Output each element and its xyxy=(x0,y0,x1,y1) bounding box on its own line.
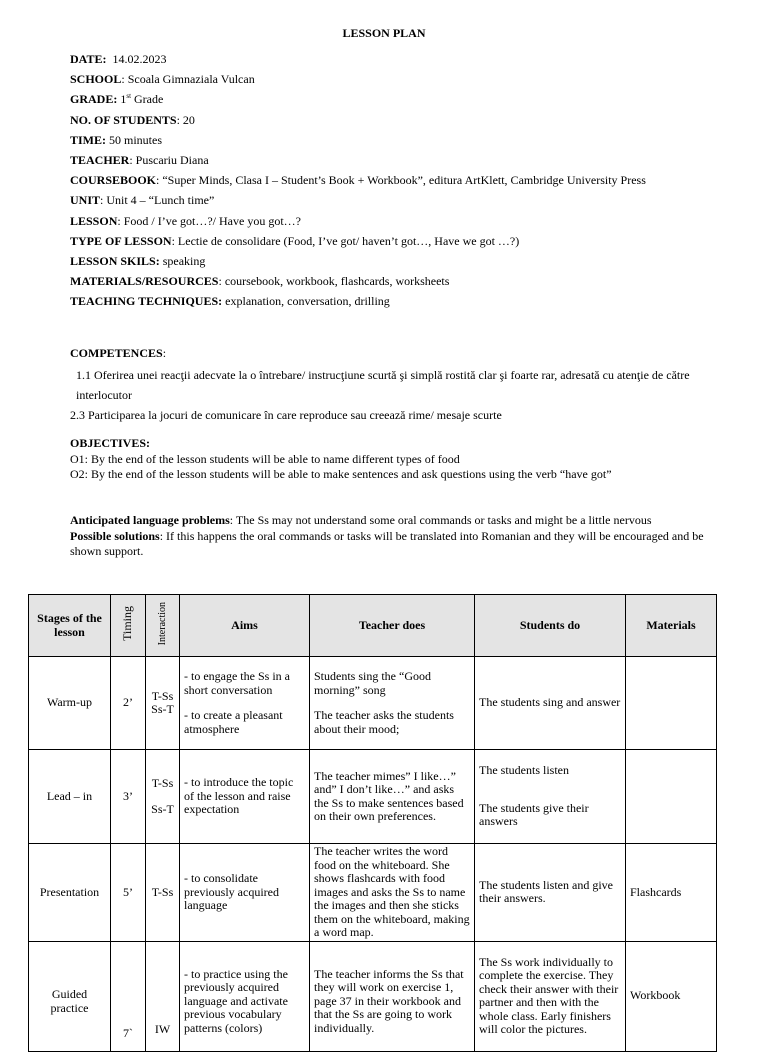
objectives-section xyxy=(70,436,710,483)
aims-cell: - to introduce the topic of the lesson and raise expectation xyxy=(180,750,310,844)
header-timing: Timing xyxy=(111,595,146,657)
teacher-cell: The teacher informs the Ss that they will work on exercise 1, page 37 in their workbook and that the Ss are going to work individually. xyxy=(310,941,475,1051)
materials-cell xyxy=(626,657,717,750)
teacher-cell: Students sing the “Good morning” song The teacher asks the students about their mood; xyxy=(310,657,475,750)
teacher-cell: The teacher writes the word food on the whiteboard. She shows flashcards with food images and asks the Ss to name the images and then she sticks them on the whiteboard, making a word map. xyxy=(310,844,475,942)
teacher-cell: The teacher mimes” I like…” and” I don’t like…” and asks the Ss to make sentences based on their own preferences. xyxy=(310,750,475,844)
interaction-cell: IW xyxy=(146,941,180,1051)
table-header-row xyxy=(29,595,717,657)
header-stages: Stages of the lesson xyxy=(29,595,111,657)
interaction-cell: T-Ss xyxy=(146,844,180,942)
possible-solutions: Possible solutions: If this happens the oral commands or tasks will be translated into Romanian and they will be encouraged and be shown support. xyxy=(70,528,704,558)
materials-cell: Workbook xyxy=(626,941,717,1051)
meta-type: TYPE OF LESSON: Lectie de consolidare (Food, I’ve got/ haven’t got…, Have we got …?) xyxy=(70,233,520,248)
header-materials: Materials xyxy=(626,595,717,657)
timing-cell: 5’ xyxy=(111,844,146,942)
meta-time: TIME: 50 minutes xyxy=(70,132,162,147)
students-cell: The students sing and answer xyxy=(475,657,626,750)
meta-grade: GRADE: 1st Grade xyxy=(70,92,164,107)
header-students: Students do xyxy=(475,595,626,657)
meta-lesson: LESSON: Food / I’ve got…?/ Have you got…? xyxy=(70,213,301,228)
meta-skills: LESSON SKILS: speaking xyxy=(70,253,206,268)
problems-section xyxy=(70,513,710,560)
competences-heading: COMPETENCES: xyxy=(70,346,167,360)
meta-materials: MATERIALS/RESOURCES: coursebook, workbook, flashcards, worksheets xyxy=(70,274,450,289)
header-teacher: Teacher does xyxy=(310,595,475,657)
meta-techniques: TEACHING TECHNIQUES: explanation, conversation, drilling xyxy=(70,294,390,309)
meta-unit: UNIT: Unit 4 – “Lunch time” xyxy=(70,193,215,208)
stage-cell: Warm-up xyxy=(29,657,111,750)
students-cell: The students listen The students give their answers xyxy=(475,750,626,844)
aims-cell: - to engage the Ss in a short conversation - to create a pleasant atmosphere xyxy=(180,657,310,750)
meta-date: DATE: 14.02.2023 xyxy=(70,52,167,66)
competence-2: 2.3 Participarea la jocuri de comunicare în care reproduce sau creează rime/ mesaje scurte xyxy=(70,408,502,422)
meta-teacher: TEACHER: Puscariu Diana xyxy=(70,152,209,167)
competences-section xyxy=(70,346,710,425)
lesson-stages-table xyxy=(28,594,717,1052)
students-cell: The Ss work individually to complete the exercise. They check their answer with their partner and then with the whole class. Early finishers will color the pictures. xyxy=(475,941,626,1051)
students-cell: The students listen and give their answers. xyxy=(475,844,626,942)
timing-cell: 2’ xyxy=(111,657,146,750)
stage-cell: Guided practice xyxy=(29,941,111,1051)
aims-cell: - to consolidate previously acquired language xyxy=(180,844,310,942)
meta-coursebook: COURSEBOOK: “Super Minds, Clasa I – Student’s Book + Workbook”, editura ArtKlett, Cambridge University Press xyxy=(70,173,646,188)
anticipated-problems: Anticipated language problems: The Ss may not understand some oral commands or tasks and might be a little nervous xyxy=(70,513,652,527)
stage-cell: Presentation xyxy=(29,844,111,942)
objective-2: O2: By the end of the lesson students will be able to make sentences and ask questions using the verb “have got” xyxy=(70,467,612,481)
timing-cell: 3’ xyxy=(111,750,146,844)
table-row xyxy=(29,941,717,1051)
lesson-meta xyxy=(70,52,710,314)
interaction-cell: T-Ss Ss-T xyxy=(146,750,180,844)
aims-cell: - to practice using the previously acquired language and activate previous vocabulary patterns (colors) xyxy=(180,941,310,1051)
table-row xyxy=(29,750,717,844)
table-row xyxy=(29,657,717,750)
competence-1: 1.1 Oferirea unei reacţii adecvate la o întrebare/ instrucţiune scurtă şi simplă rostită clar şi foarte rar, adresată cu atenţie de către interlocutor xyxy=(76,368,690,402)
objective-1: O1: By the end of the lesson students will be able to name different types of food xyxy=(70,451,460,466)
header-interaction: Interaction xyxy=(146,595,180,657)
stage-cell: Lead – in xyxy=(29,750,111,844)
interaction-cell: T-Ss Ss-T xyxy=(146,657,180,750)
meta-students: NO. OF STUDENTS: 20 xyxy=(70,112,195,127)
materials-cell xyxy=(626,750,717,844)
meta-school: SCHOOL: Scoala Gimnaziala Vulcan xyxy=(70,72,255,87)
materials-cell: Flashcards xyxy=(626,844,717,942)
objectives-heading: OBJECTIVES: xyxy=(70,436,151,450)
timing-cell: 7` xyxy=(111,941,146,1051)
table-row xyxy=(29,844,717,942)
page-title: LESSON PLAN xyxy=(342,26,426,40)
header-aims: Aims xyxy=(180,595,310,657)
